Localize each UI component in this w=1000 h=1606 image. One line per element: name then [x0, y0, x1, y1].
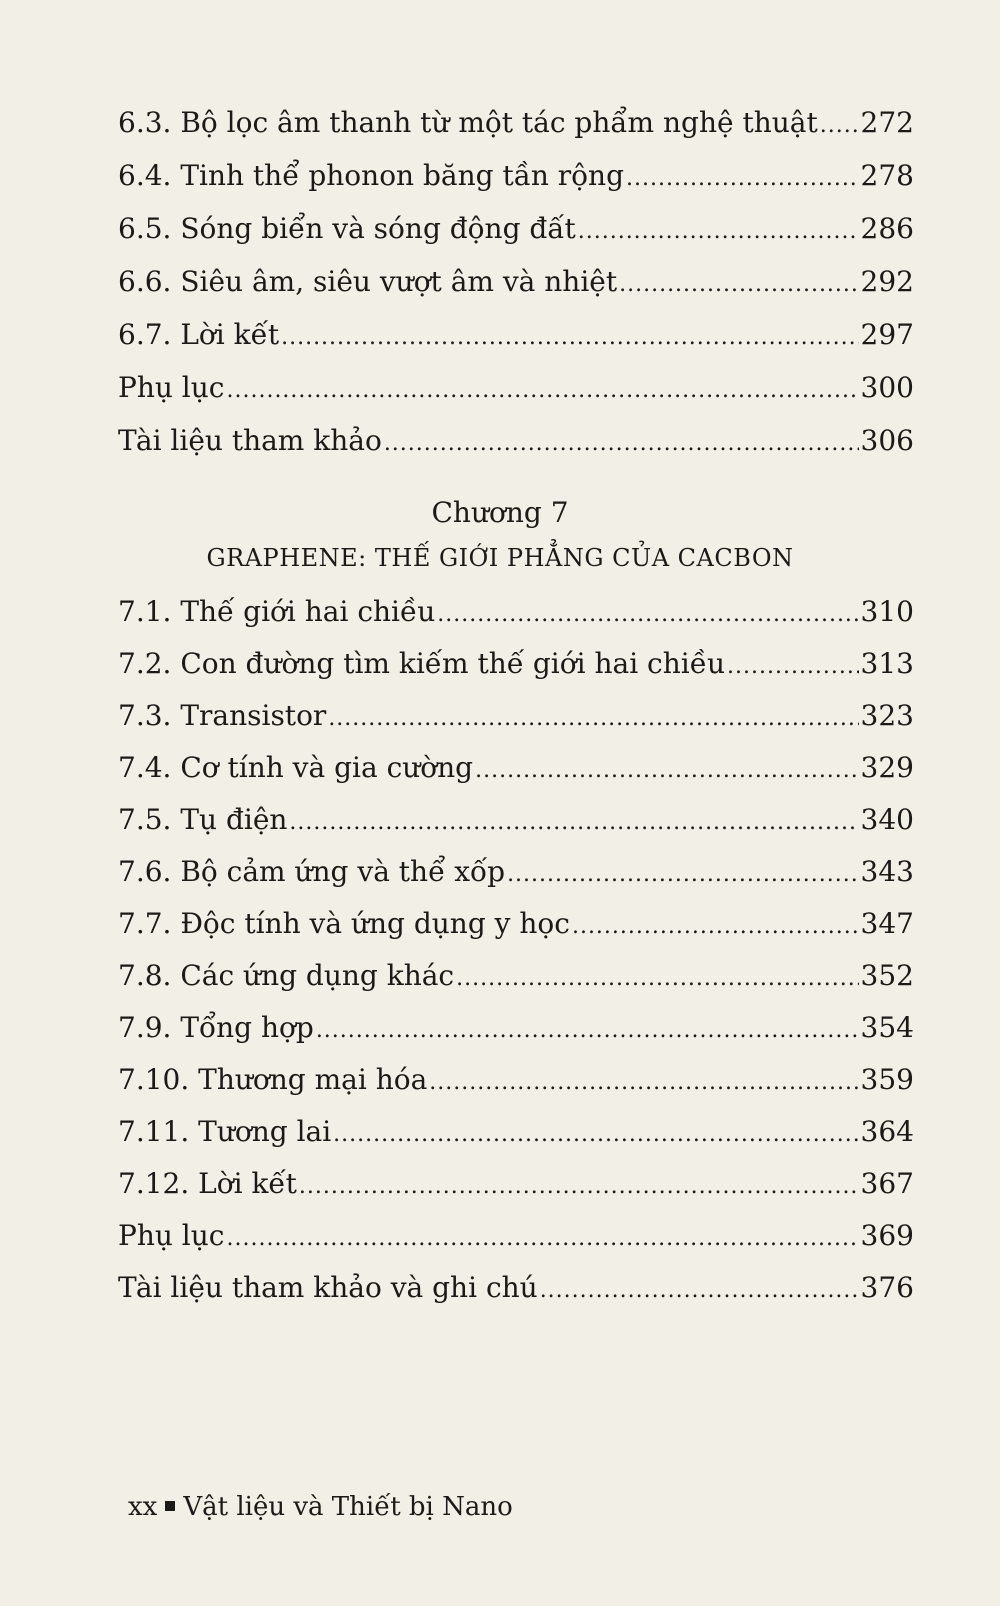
toc-entry-page: 306: [860, 424, 914, 457]
toc-leader-dots: [578, 205, 859, 258]
chapter-heading: Chương 7: [431, 496, 569, 529]
toc-entry-page: 359: [860, 1063, 914, 1096]
toc-leader-dots: [456, 953, 858, 1005]
toc-entry-page: 352: [860, 959, 914, 992]
toc-entry-page: 297: [860, 318, 914, 351]
toc-entry: [118, 96, 914, 149]
toc-entry-title: Phụ lục: [118, 371, 225, 404]
toc-entry-title: 7.10. Thương mại hóa: [118, 1063, 428, 1096]
toc-entry-title: 6.7. Lời kết: [118, 318, 280, 351]
toc-entry-page: 340: [860, 803, 914, 836]
toc-entry-title: 7.12. Lời kết: [118, 1167, 297, 1200]
toc-leader-dots: [429, 1057, 858, 1109]
square-bullet-icon: [165, 1501, 175, 1511]
toc-entry-page: 323: [860, 699, 914, 732]
toc-leader-dots: [281, 311, 858, 364]
toc-entry: [118, 361, 914, 414]
toc-leader-dots: [507, 849, 858, 901]
toc-entry-page: 292: [860, 265, 914, 298]
toc-entry: [118, 898, 914, 950]
toc-entry-title: 7.4. Cơ tính và gia cường: [118, 751, 474, 784]
toc-leader-dots: [226, 1213, 858, 1265]
toc-entry: [118, 742, 914, 794]
toc-entry-title: 7.9. Tổng hợp: [118, 1011, 314, 1044]
toc-entry: [118, 414, 914, 467]
toc-leader-dots: [226, 364, 858, 417]
toc-entry: [118, 255, 914, 308]
footer-book-title: Vật liệu và Thiết bị Nano: [183, 1492, 513, 1522]
toc-entry-page: 329: [860, 751, 914, 784]
toc-entry-page: 367: [860, 1167, 914, 1200]
toc-entry-title: 7.6. Bộ cảm ứng và thể xốp: [118, 855, 506, 888]
toc-entry: [118, 950, 914, 1002]
toc-leader-dots: [727, 641, 859, 693]
toc-entry: [118, 149, 914, 202]
toc-section-6: [118, 96, 914, 467]
toc-entry-page: 364: [860, 1115, 914, 1148]
toc-leader-dots: [437, 589, 858, 641]
toc-entry: [118, 1106, 914, 1158]
toc-leader-dots: [626, 152, 859, 205]
toc-entry-title: Phụ lục: [118, 1219, 225, 1252]
toc-entry: [118, 1262, 914, 1314]
toc-leader-dots: [820, 99, 859, 152]
toc-entry: [118, 586, 914, 638]
toc-leader-dots: [572, 901, 859, 953]
toc-entry: [118, 1002, 914, 1054]
toc-entry: [118, 1210, 914, 1262]
page-footer: [128, 1492, 513, 1522]
footer-page-number: xx: [128, 1492, 158, 1522]
toc-entry: [118, 846, 914, 898]
toc-entry: [118, 308, 914, 361]
toc-leader-dots: [316, 1005, 859, 1057]
toc-entry-page: 313: [860, 647, 914, 680]
toc-leader-dots: [619, 258, 858, 311]
toc-leader-dots: [289, 797, 858, 849]
toc-entry-title: 6.4. Tinh thể phonon băng tần rộng: [118, 159, 624, 192]
toc-entry-page: 310: [860, 595, 914, 628]
toc-entry-title: Tài liệu tham khảo và ghi chú: [118, 1271, 538, 1304]
toc-chapter-7: [118, 586, 914, 1314]
toc-leader-dots: [384, 417, 859, 470]
toc-entry-title: 7.7. Độc tính và ứng dụng y học: [118, 907, 570, 940]
toc-entry-title: Tài liệu tham khảo: [118, 424, 382, 457]
toc-entry-title: 7.1. Thế giới hai chiều: [118, 595, 436, 628]
chapter-subtitle: GRAPHENE: THẾ GIỚI PHẲNG CỦA CACBON: [206, 544, 794, 572]
toc-entry: [118, 1054, 914, 1106]
toc-entry-title: 7.11. Tương lai: [118, 1115, 332, 1148]
toc-entry-title: 6.3. Bộ lọc âm thanh từ một tác phẩm nghệ thuật: [118, 106, 818, 139]
toc-entry-title: 7.5. Tụ điện: [118, 803, 288, 836]
toc-entry-page: 354: [860, 1011, 914, 1044]
toc-entry: [118, 690, 914, 742]
toc-entry-page: 343: [860, 855, 914, 888]
toc-entry-page: 369: [860, 1219, 914, 1252]
toc-leader-dots: [333, 1109, 858, 1161]
toc-entry-page: 286: [860, 212, 914, 245]
toc-entry-title: 6.6. Siêu âm, siêu vượt âm và nhiệt: [118, 265, 618, 298]
toc-entry-title: 7.8. Các ứng dụng khác: [118, 959, 455, 992]
toc-entry-page: 376: [860, 1271, 914, 1304]
toc-entry-title: 7.3. Transistor: [118, 699, 327, 732]
toc-entry-title: 6.5. Sóng biển và sóng động đất: [118, 212, 576, 245]
toc-entry-page: 347: [860, 907, 914, 940]
toc-entry: [118, 638, 914, 690]
toc-entry: [118, 794, 914, 846]
toc-entry-page: 278: [860, 159, 914, 192]
toc-leader-dots: [328, 693, 858, 745]
toc-entry-page: 272: [860, 106, 914, 139]
toc-leader-dots: [475, 745, 858, 797]
toc-entry-page: 300: [860, 371, 914, 404]
toc-entry: [118, 202, 914, 255]
toc-entry: [118, 1158, 914, 1210]
toc-leader-dots: [299, 1161, 859, 1213]
toc-leader-dots: [540, 1265, 859, 1317]
toc-entry-title: 7.2. Con đường tìm kiếm thế giới hai chiều: [118, 647, 725, 680]
